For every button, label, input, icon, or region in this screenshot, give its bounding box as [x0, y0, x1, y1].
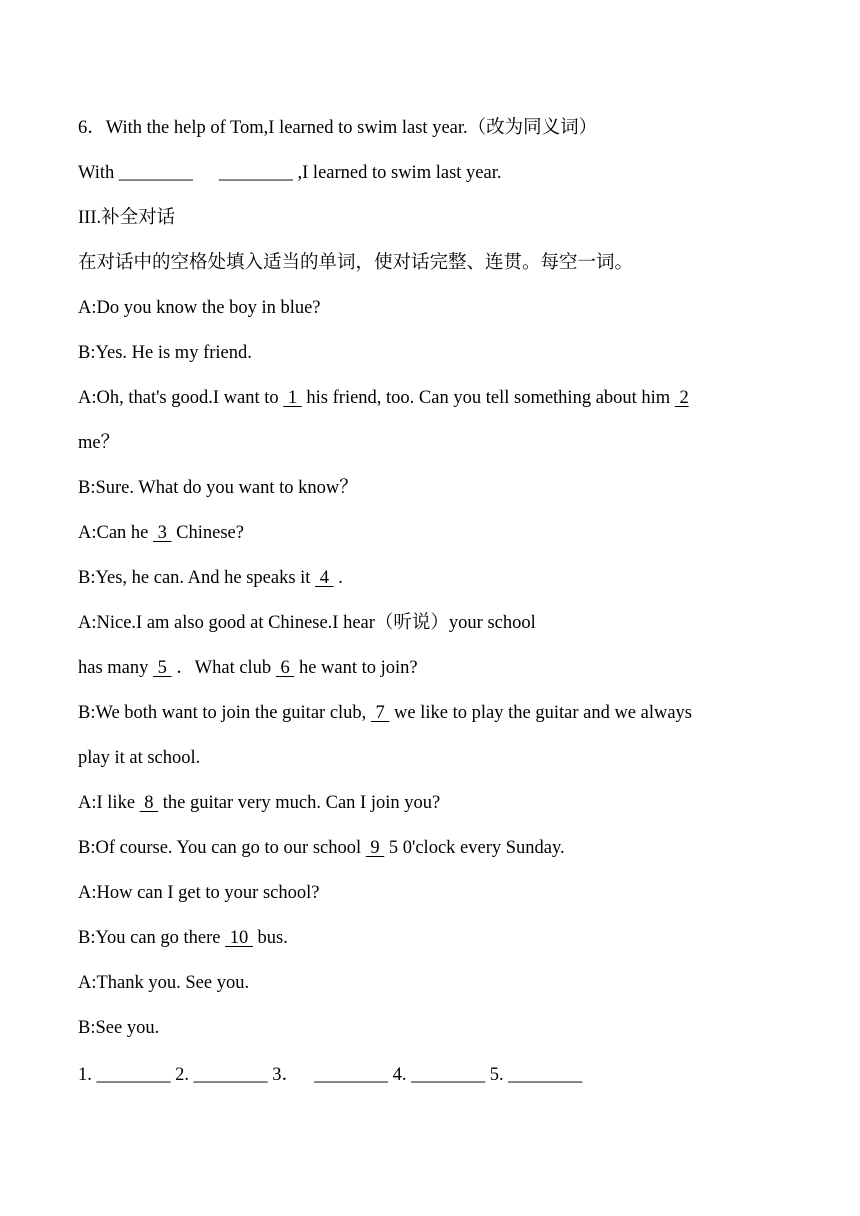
dialogue-line — [78, 791, 440, 815]
blank-9: 9 — [365, 838, 385, 858]
dialogue-text: B:Of course. You can go to our school — [78, 838, 362, 858]
dialogue-line: A:Nice.I am also good at Chinese.I hear（听说）your school — [78, 613, 536, 633]
section-instruction: 在对话中的空格处填入适当的单词，使对话完整、连贯。每空一词。 — [78, 253, 634, 273]
answer-4: 4. ________ — [392, 1065, 486, 1085]
blank-4: 4 — [315, 568, 334, 588]
dialogue-text: we like to play the guitar and we always — [394, 703, 693, 723]
dialogue-line — [78, 656, 418, 680]
dialogue-text: B:You can go there — [78, 928, 221, 948]
dialogue-text: B:Yes, he can. And he speaks it — [78, 568, 311, 588]
dialogue-text: the guitar very much. Can I join you? — [162, 793, 441, 813]
dialogue-text: . — [338, 568, 343, 588]
answer-5: 5. ________ — [489, 1065, 583, 1085]
q6-blank-2: ________ — [218, 163, 293, 183]
question-6-prompt: 6．With the help of Tom,I learned to swim last year.（改为同义词） — [78, 118, 598, 138]
blank-1: 1 — [283, 388, 302, 408]
dialogue-text: 5 0'clock every Sunday. — [388, 838, 565, 858]
dialogue-line — [78, 926, 288, 950]
dialogue-text: A:I like — [78, 793, 136, 813]
dialogue-text: A:Can he — [78, 523, 149, 543]
dialogue-line: A:Thank you. See you. — [78, 973, 250, 993]
answer-line — [78, 1063, 582, 1087]
dialogue-line — [78, 521, 244, 545]
dialogue-line: A:How can I get to your school? — [78, 883, 320, 903]
dialogue-line: play it at school. — [78, 748, 201, 768]
dialogue-text: ．What club — [176, 658, 272, 678]
q6-tail: ,I learned to swim last year. — [297, 163, 502, 183]
dialogue-text: Chinese? — [176, 523, 244, 543]
q6-blank-1: ________ — [118, 163, 193, 183]
answer-2: 2. ________ — [175, 1065, 268, 1085]
blank-8: 8 — [139, 793, 159, 813]
blank-2: 2 — [674, 388, 689, 408]
dialogue-line: B:Yes. He is my friend. — [78, 343, 252, 363]
blank-10: 10 — [225, 928, 253, 948]
dialogue-text: his friend, too. Can you tell something about him — [306, 388, 671, 408]
dialogue-line — [78, 386, 689, 410]
dialogue-text: B:We both want to join the guitar club, — [78, 703, 367, 723]
blank-3: 3 — [153, 523, 172, 543]
dialogue-text: bus. — [257, 928, 288, 948]
blank-6: 6 — [275, 658, 295, 678]
dialogue-line: A:Do you know the boy in blue? — [78, 298, 321, 318]
answer-3-label: 3． — [272, 1065, 301, 1085]
dialogue-line: me？ — [78, 433, 120, 453]
dialogue-line: B:See you. — [78, 1018, 160, 1038]
dialogue-text: has many — [78, 658, 149, 678]
dialogue-line — [78, 566, 343, 590]
question-6-rewrite — [78, 161, 501, 185]
answer-3-blank: ________ — [314, 1065, 389, 1085]
section-heading: III.补全对话 — [78, 208, 176, 228]
q6-lead: With — [78, 163, 115, 183]
dialogue-line: B:Sure. What do you want to know？ — [78, 478, 358, 498]
dialogue-text: he want to join? — [298, 658, 418, 678]
dialogue-line — [78, 836, 565, 860]
blank-7: 7 — [370, 703, 390, 723]
dialogue-text: A:Oh, that's good.I want to — [78, 388, 279, 408]
dialogue-line — [78, 701, 692, 725]
answer-1: 1. ________ — [78, 1065, 171, 1085]
blank-5: 5 — [153, 658, 172, 678]
